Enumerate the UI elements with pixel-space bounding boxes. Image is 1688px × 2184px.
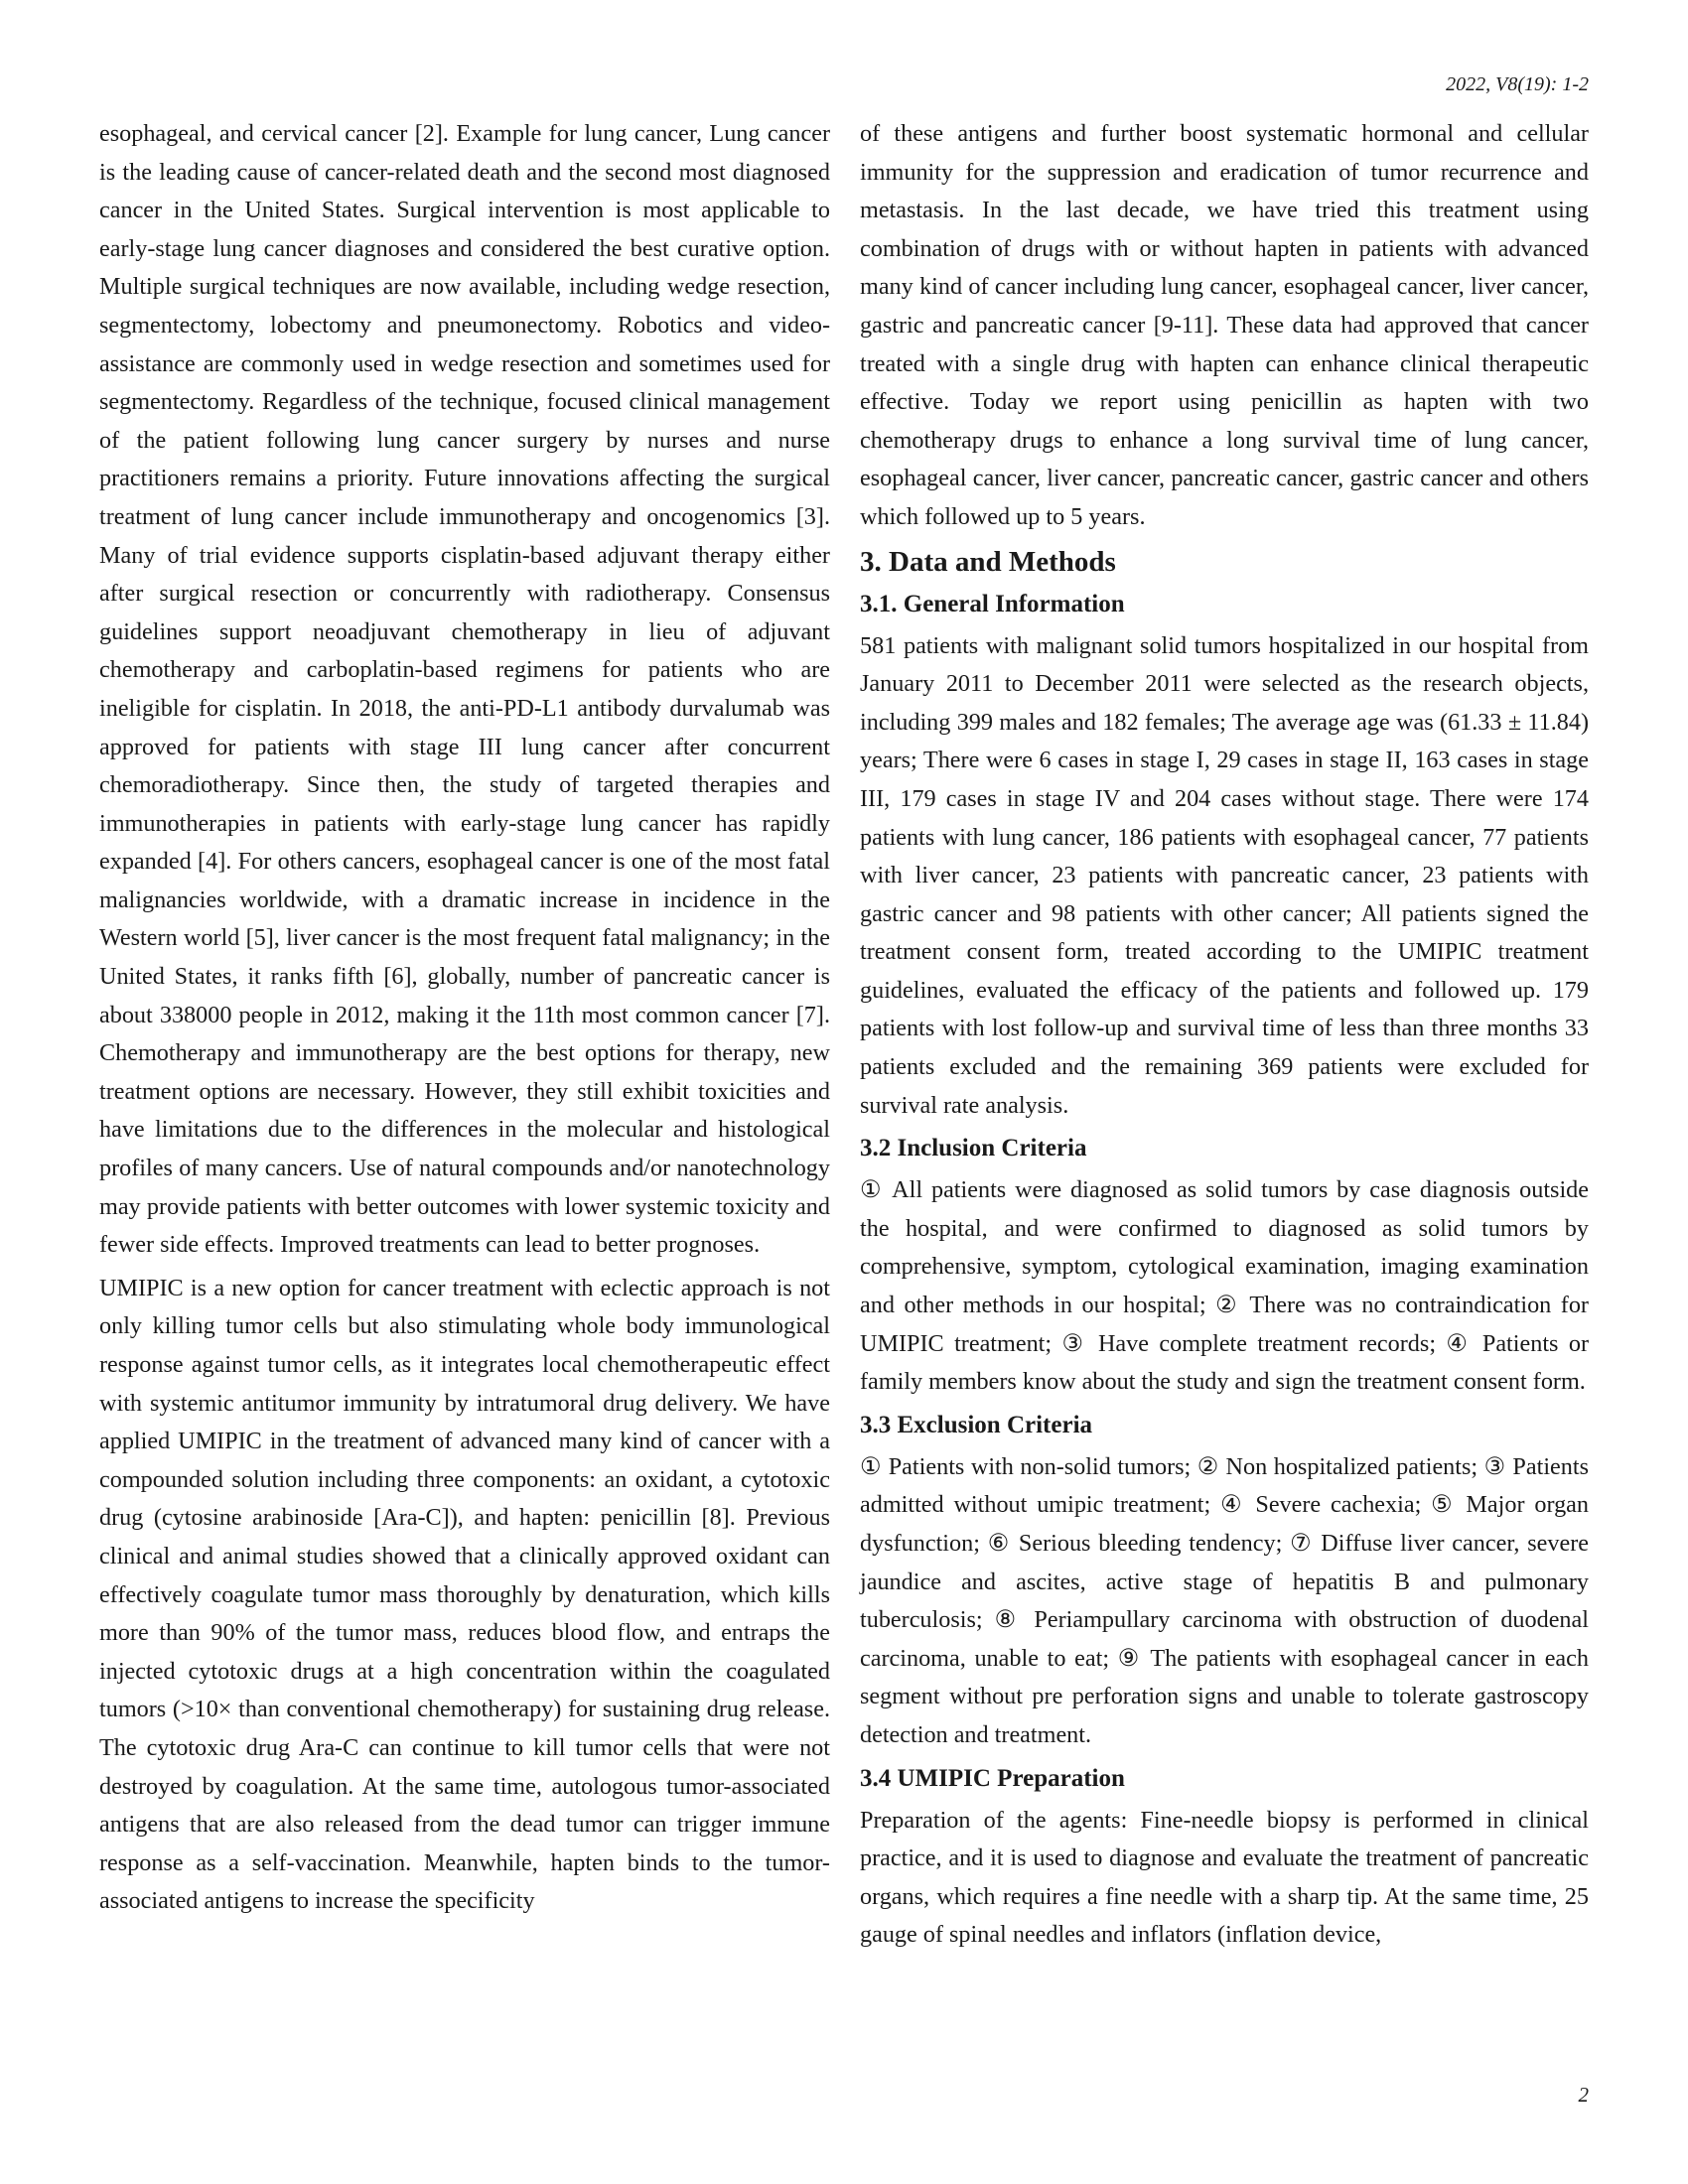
section-heading-data-methods: 3. Data and Methods: [860, 545, 1116, 578]
subsection-heading-inclusion-criteria: 3.2 Inclusion Criteria: [860, 1135, 1087, 1162]
body-paragraph: esophageal, and cervical cancer [2]. Example for lung cancer, Lung cancer is the leading cause of cancer-related death and the second most diagnosed cancer in the United States. Surgical intervention is most applicable to early-stage lung cancer diagnoses and considered the best curative option. Multiple surgical techniques are now available, including wedge resection, segmentectomy, lobectomy and pneumonectomy. Robotics and video-assistance are commonly used in wedge resection and sometimes used for segmentectomy. Regardless of the technique, focused clinical management of the patient following lung cancer surgery by nurses and nurse practitioners remains a priority. Future innovations affecting the surgical treatment of lung cancer include immunotherapy and oncogenomics [3]. Many of trial evidence supports cisplatin-based adjuvant therapy either after surgical resection or concurrently with radiotherapy. Consensus guidelines support neoadjuvant chemotherapy in lieu of adjuvant chemotherapy and carboplatin-based regimens for patients who are ineligible for cisplatin. In 2018, the anti-PD-L1 antibody durvalumab was approved for patients with stage III lung cancer after concurrent chemoradiotherapy. Since then, the study of targeted therapies and immunotherapies in patients with early-stage lung cancer has rapidly expanded [4]. For others cancers, esophageal cancer is one of the most fatal malignancies worldwide, with a dramatic increase in incidence in the Western world [5], liver cancer is the most frequent fatal malignancy; in the United States, it ranks fifth [6], globally, number of pancreatic cancer is about 338000 people in 2012, making it the 11th most common cancer [7]. Chemotherapy and immunotherapy are the best options for therapy, new treatment options are necessary. However, they still exhibit toxicities and have limitations due to the differences in the molecular and histological profiles of many cancers. Use of natural compounds and/or nanotechnology may provide patients with better outcomes with lower systemic toxicity and fewer side effects. Improved treatments can lead to better prognoses.: [99, 120, 830, 1259]
subsection-heading-exclusion-criteria: 3.3 Exclusion Criteria: [860, 1411, 1093, 1438]
right-column: [860, 115, 1589, 1960]
running-head-citation: 2022, V8(19): 1-2: [1446, 73, 1589, 95]
body-paragraph: ① All patients were diagnosed as solid tumors by case diagnosis outside the hospital, and were confirmed to diagnosed as solid tumors by comprehensive, symptom, cytological examination, imaging examination and other methods in our hospital; ② There was no contraindication for UMIPIC treatment; ③ Have complete treatment records; ④ Patients or family members know about the study and sign the treatment consent form.: [860, 1176, 1589, 1396]
body-paragraph: 581 patients with malignant solid tumors hospitalized in our hospital from January 2011 to December 2011 were selected as the research objects, including 399 males and 182 females; The average age was (61.33 ± 11.84) years; There were 6 cases in stage I, 29 cases in stage II, 163 cases in stage III, 179 cases in stage IV and 204 cases without stage. There were 174 patients with lung cancer, 186 patients with esophageal cancer, 77 patients with liver cancer, 23 patients with pancreatic cancer, 23 patients with gastric cancer and 98 patients with other cancer; All patients signed the treatment consent form, treated according to the UMIPIC treatment guidelines, evaluated the efficacy of the patients and followed up. 179 patients with lost follow-up and survival time of less than three months 33 patients excluded and the remaining 369 patients were excluded for survival rate analysis.: [860, 631, 1589, 1119]
left-column: [99, 115, 830, 1926]
body-paragraph: ① Patients with non-solid tumors; ② Non hospitalized patients; ③ Patients admitted without umipic treatment; ④ Severe cachexia; ⑤ Major organ dysfunction; ⑥ Serious bleeding tendency; ⑦ Diffuse liver cancer, severe jaundice and ascites, active stage of hepatitis B and pulmonary tuberculosis; ⑧ Periampullary carcinoma with obstruction of duodenal carcinoma, unable to eat; ⑨ The patients with esophageal cancer in each segment without pre perforation signs and unable to tolerate gastroscopy detection and treatment.: [860, 1452, 1589, 1748]
body-paragraph: of these antigens and further boost systematic hormonal and cellular immunity for the suppression and eradication of tumor recurrence and metastasis. In the last decade, we have tried this treatment using combination of drugs with or without hapten in patients with advanced many kind of cancer including lung cancer, esophageal cancer, liver cancer, gastric and pancreatic cancer [9-11]. These data had approved that cancer treated with a single drug with hapten can enhance clinical therapeutic effective. Today we report using penicillin as hapten with two chemotherapy drugs to enhance a long survival time of lung cancer, esophageal cancer, liver cancer, pancreatic cancer, gastric cancer and others which followed up to 5 years.: [860, 120, 1589, 530]
body-paragraph: UMIPIC is a new option for cancer treatment with eclectic approach is not only killing tumor cells but also stimulating whole body immunological response against tumor cells, as it integrates local chemotherapeutic effect with systemic antitumor immunity by intratumoral drug delivery. We have applied UMIPIC in the treatment of advanced many kind of cancer with a compounded solution including three components: an oxidant, a cytotoxic drug (cytosine arabinoside [Ara-C]), and hapten: penicillin [8]. Previous clinical and animal studies showed that a clinically approved oxidant can effectively coagulate tumor mass thoroughly by denaturation, which kills more than 90% of the tumor mass, reduces blood flow, and entraps the injected cytotoxic drugs at a high concentration within the coagulated tumors (>10× than conventional chemotherapy) for sustaining drug release. The cytotoxic drug Ara-C can continue to kill tumor cells that were not destroyed by coagulation. At the same time, autologous tumor-associated antigens that are also released from the dead tumor can trigger immune response as a self-vaccination. Meanwhile, hapten binds to the tumor-associated antigens to increase the specificity: [99, 1274, 830, 1915]
page-number: 2: [1578, 2083, 1589, 2107]
subsection-heading-general-information: 3.1. General Information: [860, 590, 1125, 617]
body-paragraph: Preparation of the agents: Fine-needle biopsy is performed in clinical practice, and it is used to diagnose and evaluate the treatment of pancreatic organs, which requires a fine needle with a sharp tip. At the same time, 25 gauge of spinal needles and inflators (inflation device,: [860, 1806, 1589, 1949]
subsection-heading-umipic-preparation: 3.4 UMIPIC Preparation: [860, 1764, 1125, 1792]
